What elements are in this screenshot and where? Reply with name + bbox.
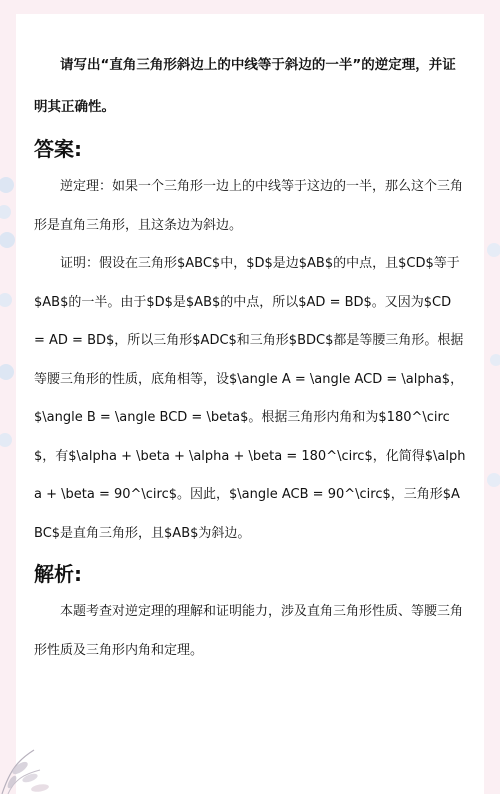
answer-paragraph-proof: 证明：假设在三角形$ABC$中，$D$是边$AB$的中点，且$CD$等于$AB$的一半。由于$D$是$AB$的中点，所以$AD = BD$。又因为$CD = AD = BD$，所以三角形$ADC$和三角形$BDC$都是等腰三角形。根据等腰三角形的性质，底角相等，设$\angle A = \angle ACD = \alpha$，$\angle B = \angle BCD = \beta$。根据三角形内角和为$180^\circ$，有$\alpha + \beta + \alpha + \beta = 180^\circ$，化简得$\alpha + \beta = 90^\circ$。因此，$\angle ACB = 90^\circ$，三角形$ABC$是直角三角形，且$AB$为斜边。 xyxy=(34,256,466,541)
analysis-heading: 解析: xyxy=(34,562,82,586)
analysis-paragraph: 本题考查对逆定理的理解和证明能力，涉及直角三角形性质、等腰三角形性质及三角形内角和定理。 xyxy=(34,604,464,658)
question-text: 请写出“直角三角形斜边上的中线等于斜边的一半”的逆定理，并证明其正确性。 xyxy=(34,57,456,115)
answer-paragraph-theorem: 逆定理：如果一个三角形一边上的中线等于这边的一半，那么这个三角形是直角三角形，且这条边为斜边。 xyxy=(34,179,464,233)
document-page xyxy=(16,14,484,794)
answer-heading: 答案: xyxy=(34,137,82,161)
